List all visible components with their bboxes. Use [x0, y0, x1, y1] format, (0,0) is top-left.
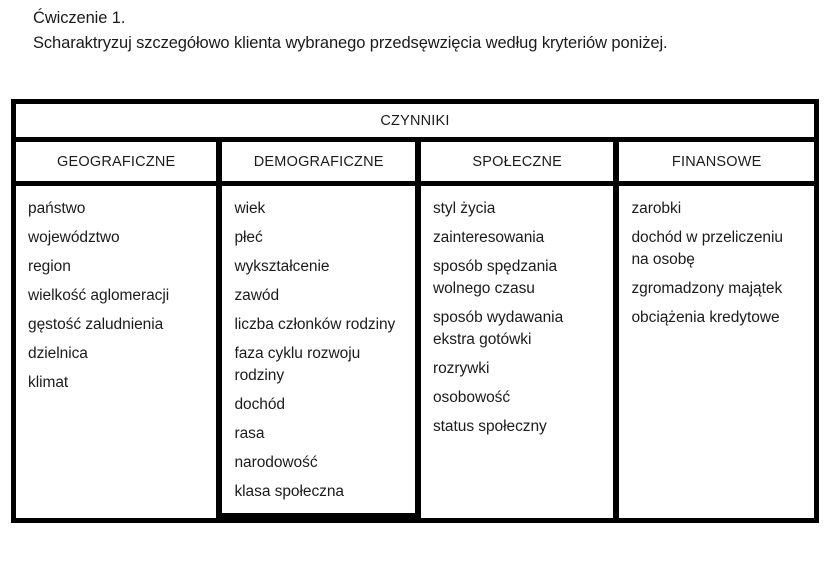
factors-table [11, 99, 819, 523]
exercise-instructions [33, 6, 823, 56]
column-header-finansowe: FINANSOWE [619, 142, 814, 181]
factor-item: obciążenia kredytowe [631, 309, 780, 326]
factor-item: liczba członków rodziny [234, 316, 396, 333]
column-body-finansowe [619, 186, 814, 523]
factor-item: osobowość [432, 389, 511, 406]
column-body-demograficzne [222, 186, 415, 523]
factor-item: styl życia [432, 200, 496, 217]
table-body-row [11, 186, 819, 523]
factor-item: dzielnica [28, 345, 88, 362]
factor-item: płeć [234, 229, 263, 246]
exercise-prompt: Scharaktryzuj szczegółowo klienta wybranego przedsęwzięcia według kryteriów poniżej. [33, 34, 668, 52]
factor-item: sposób wydawania ekstra gotówki [432, 309, 564, 348]
factor-item: państwo [28, 200, 86, 217]
column-body-geograficzne [16, 186, 216, 523]
column-body-spoleczne [421, 186, 614, 523]
factor-item: status społeczny [432, 418, 547, 435]
factor-item: dochód w przeliczeniu na osobę [631, 229, 783, 268]
column-header-spoleczne: SPOŁECZNE [421, 142, 614, 181]
exercise-title: Ćwiczenie 1. [33, 9, 126, 27]
factor-item: rasa [234, 425, 265, 442]
factor-item: region [28, 258, 71, 275]
column-header-demograficzne: DEMOGRAFICZNE [222, 142, 415, 181]
factor-item: dochód [234, 396, 286, 413]
table-title-cell: CZYNNIKI [16, 104, 814, 137]
factor-item: zainteresowania [432, 229, 545, 246]
factor-item: zgromadzony majątek [631, 280, 783, 297]
factor-item: zawód [234, 287, 280, 304]
factor-item: gęstość zaludnienia [28, 316, 164, 333]
factor-item: wielkość aglomeracji [28, 287, 170, 304]
factor-item: rozrywki [432, 360, 490, 377]
factor-item: wiek [234, 200, 266, 217]
factor-item: klasa społeczna [234, 483, 344, 500]
column-header-geograficzne: GEOGRAFICZNE [16, 142, 216, 181]
table-title-row [11, 99, 819, 142]
factor-item: narodowość [234, 454, 318, 471]
factor-item: sposób spędzania wolnego czasu [432, 258, 558, 297]
factor-item: wykształcenie [234, 258, 330, 275]
factor-item: województwo [28, 229, 120, 246]
factor-item: klimat [28, 374, 69, 391]
factor-item: faza cyklu rozwoju rodziny [234, 345, 361, 384]
table-header-row [11, 142, 819, 186]
factor-item: zarobki [631, 200, 682, 217]
